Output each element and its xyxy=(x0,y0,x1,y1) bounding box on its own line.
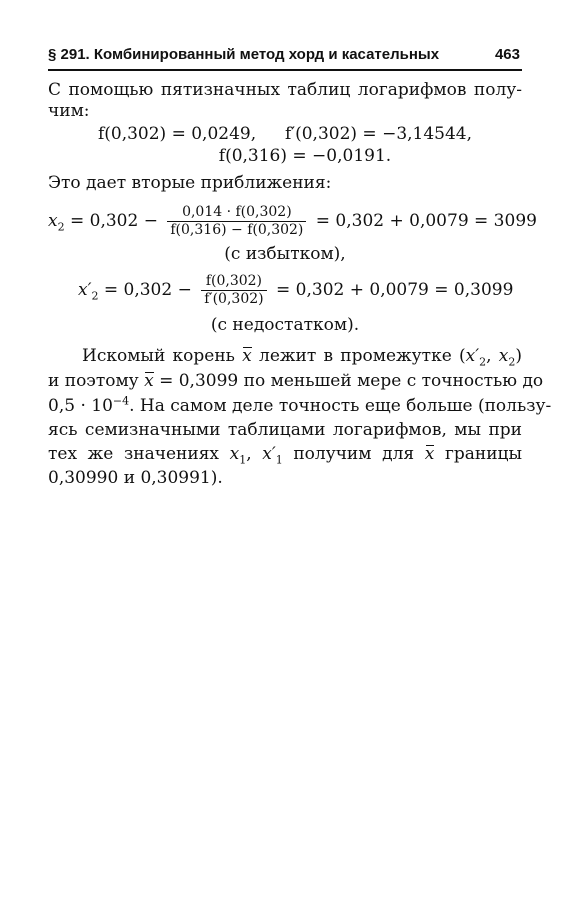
equation-values-1 xyxy=(48,123,522,145)
x2p-inline-sub: 2 xyxy=(479,355,487,369)
x2p-numerator: f(0,302) xyxy=(201,273,266,291)
deficit-note xyxy=(48,314,522,336)
x2-fraction xyxy=(167,204,306,239)
p3-text-a: 0,5 · 10 xyxy=(48,396,113,416)
equation-x2 xyxy=(48,199,537,243)
x2-inline-sub: 2 xyxy=(508,355,516,369)
x2-denominator: f(0,316) − f(0,302) xyxy=(170,222,304,238)
paragraph-line-2 xyxy=(48,370,544,392)
x2p-subscript: 2 xyxy=(91,289,99,303)
p5-text-a: тех же значениях xyxy=(48,444,219,464)
x1p-inline: x′ xyxy=(262,444,276,464)
x2-pre: = 0,302 − xyxy=(64,211,158,231)
intro-text-cont: чим: xyxy=(48,101,90,121)
p2-text-a: и поэтому xyxy=(48,371,139,391)
x2p-denominator: f′(0,302) xyxy=(204,291,264,307)
page-number: 463 xyxy=(494,46,520,63)
p1-close-paren: ) xyxy=(515,346,522,366)
x-bar-symbol: x xyxy=(144,371,154,391)
intro-text: С помощью пятизначных таблиц логарифмов полу- xyxy=(48,80,522,100)
running-header xyxy=(48,43,522,71)
section-title: § 291. Комбинированный метод хорд и касательных xyxy=(48,46,440,63)
x-bar-symbol: x xyxy=(242,346,252,366)
p1-text-b: лежит в промежутке ( xyxy=(259,346,466,366)
paragraph-line-3 xyxy=(48,394,552,417)
p1-comma: , xyxy=(486,346,499,366)
x2p-variable: x′ xyxy=(78,280,92,300)
eq-f-0316: f(0,316) = −0,0191. xyxy=(218,146,392,166)
x-bar-symbol: x xyxy=(424,444,435,464)
p5-comma: , xyxy=(246,444,263,464)
paragraph-line-5 xyxy=(48,443,522,465)
paragraph-line-4 xyxy=(48,419,522,441)
p3-text-b: . На самом деле точность еще больше (пользу- xyxy=(129,396,552,416)
text-line xyxy=(48,172,522,194)
x2-inline: x xyxy=(498,346,509,366)
excess-note xyxy=(48,243,522,265)
p2-text-b: = 0,3099 по меньшей мере с точностью до xyxy=(159,371,544,391)
eq-f-0302: f(0,302) = 0,0249, xyxy=(97,124,257,144)
p5-text-b: получим для xyxy=(293,444,415,464)
x2p-inline: x′ xyxy=(465,346,480,366)
paragraph-line-1 xyxy=(48,345,522,367)
book-page xyxy=(48,0,552,900)
p3-exponent: −4 xyxy=(112,394,130,408)
x2-numerator: 0,014 · f(0,302) xyxy=(167,204,306,222)
text-line xyxy=(48,79,522,101)
p5-text-c: границы xyxy=(444,444,523,464)
deficit-text: (с недостатком). xyxy=(210,315,360,335)
x2-variable: x xyxy=(48,211,58,231)
x1-inline-sub: 1 xyxy=(239,453,247,467)
x2p-result: = 0,302 + 0,0079 = 0,3099 xyxy=(276,280,514,300)
x1-inline: x xyxy=(229,444,240,464)
equation-x2-prime xyxy=(48,268,522,312)
eq-fprime-0302: f′(0,302) = −3,14544, xyxy=(284,124,473,144)
p4-text: ясь семизначными таблицами логарифмов, мы при xyxy=(48,420,522,440)
excess-text: (с избытком), xyxy=(224,244,346,264)
x2p-pre: = 0,302 − xyxy=(98,280,192,300)
x2-subscript: 2 xyxy=(57,220,65,234)
equation-values-2 xyxy=(48,145,522,167)
paragraph-line-6 xyxy=(48,467,522,489)
x2-result: = 0,302 + 0,0079 = 3099 xyxy=(315,211,537,231)
text-line xyxy=(48,100,522,122)
p6-text: 0,30990 и 0,30991). xyxy=(48,468,223,488)
second-approx-text: Это дает вторые приближения: xyxy=(48,173,332,193)
p1-text-a: Искомый корень xyxy=(82,346,235,366)
x1p-inline-sub: 1 xyxy=(275,453,283,467)
x2p-fraction xyxy=(201,273,266,308)
